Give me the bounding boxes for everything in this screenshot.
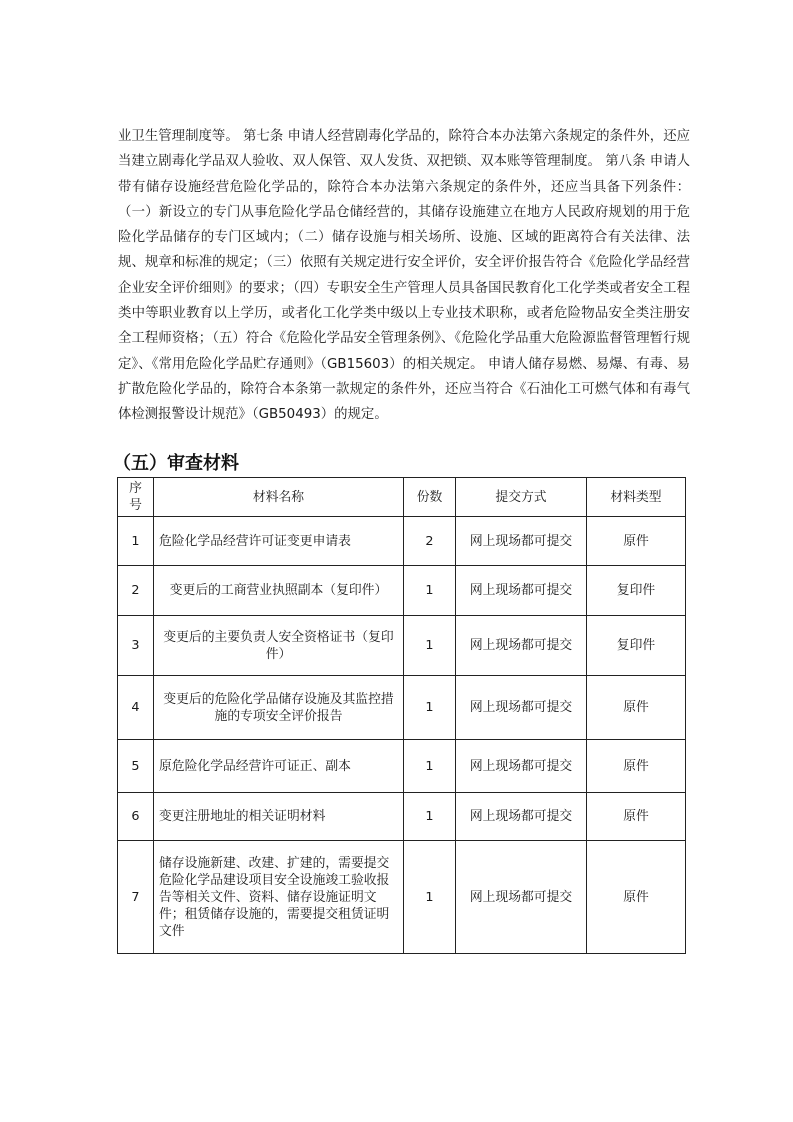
cell-method: 网上现场都可提交 — [456, 740, 587, 793]
cell-type: 原件 — [587, 517, 686, 566]
cell-qty: 1 — [404, 841, 456, 954]
cell-qty: 1 — [404, 740, 456, 793]
cell-qty: 1 — [404, 793, 456, 841]
cell-method: 网上现场都可提交 — [456, 676, 587, 740]
cell-no: 7 — [118, 841, 154, 954]
table-row — [118, 841, 686, 954]
cell-name: 原危险化学品经营许可证正、副本 — [154, 740, 404, 793]
cell-method: 网上现场都可提交 — [456, 841, 587, 954]
section-title: （五）审查材料 — [113, 453, 239, 474]
cell-name: 变更后的主要负责人安全资格证书（复印件） — [154, 616, 404, 676]
table-row — [118, 616, 686, 676]
header-type: 材料类型 — [587, 478, 686, 517]
cell-name: 储存设施新建、改建、扩建的，需要提交危险化学品建设项目安全设施竣工验收报告等相关文件、资料、储存设施证明文件；租赁储存设施的，需要提交租赁证明文件 — [154, 841, 404, 954]
header-name: 材料名称 — [154, 478, 404, 517]
cell-no: 4 — [118, 676, 154, 740]
cell-no: 6 — [118, 793, 154, 841]
body-paragraph: 业卫生管理制度等。 第七条 申请人经营剧毒化学品的，除符合本办法第六条规定的条件外，还应当建立剧毒化学品双人验收、双人保管、双人发货、双把锁、双本账等管理制度。 第八条 申请人带有储存设施经营危险化学品的，除符合本办法第六条规定的条件外，还应当具备下列条件：（一）新设立的专门从事危险化学品仓储经营的，其储存设施建立在地方人民政府规划的用于危险化学品储存的专门区域内；（二）储存设施与相关场所、设施、区域的距离符合有关法律、法规、规章和标准的规定；（三）依照有关规定进行安全评价，安全评价报告符合《危险化学品经营企业安全评价细则》的要求；（四）专职安全生产管理人员具备国民教育化工化学类或者安全工程类中等职业教育以上学历，或者化工化学类中级以上专业技术职称，或者危险物品安全类注册安全工程师资格；（五）符合《危险化学品安全管理条例》、《危险化学品重大危险源监督管理暂行规定》、《常用危险化学品贮存通则》（GB15603）的相关规定。 申请人储存易燃、易爆、有毒、易扩散危险化学品的，除符合本条第一款规定的条件外，还应当符合《石油化工可燃气体和有毒气体检测报警设计规范》（GB50493）的规定。 — [118, 129, 690, 423]
cell-qty: 1 — [404, 566, 456, 616]
cell-method: 网上现场都可提交 — [456, 517, 587, 566]
cell-name: 危险化学品经营许可证变更申请表 — [154, 517, 404, 566]
table-row — [118, 566, 686, 616]
cell-qty: 2 — [404, 517, 456, 566]
cell-type: 原件 — [587, 676, 686, 740]
table-row — [118, 740, 686, 793]
cell-no: 2 — [118, 566, 154, 616]
cell-name: 变更注册地址的相关证明材料 — [154, 793, 404, 841]
header-no: 序号 — [118, 478, 154, 517]
cell-method: 网上现场都可提交 — [456, 566, 587, 616]
table-row — [118, 676, 686, 740]
table-header-row — [118, 478, 686, 517]
cell-method: 网上现场都可提交 — [456, 793, 587, 841]
table-row — [118, 517, 686, 566]
cell-name: 变更后的工商营业执照副本（复印件） — [154, 566, 404, 616]
cell-no: 5 — [118, 740, 154, 793]
cell-method: 网上现场都可提交 — [456, 616, 587, 676]
table-row — [118, 793, 686, 841]
cell-type: 原件 — [587, 793, 686, 841]
header-qty: 份数 — [404, 478, 456, 517]
cell-qty: 1 — [404, 676, 456, 740]
cell-qty: 1 — [404, 616, 456, 676]
cell-type: 原件 — [587, 841, 686, 954]
cell-no: 1 — [118, 517, 154, 566]
cell-type: 复印件 — [587, 616, 686, 676]
cell-type: 原件 — [587, 740, 686, 793]
cell-name: 变更后的危险化学品储存设施及其监控措施的专项安全评价报告 — [154, 676, 404, 740]
materials-table — [117, 477, 686, 954]
header-method: 提交方式 — [456, 478, 587, 517]
cell-type: 复印件 — [587, 566, 686, 616]
cell-no: 3 — [118, 616, 154, 676]
